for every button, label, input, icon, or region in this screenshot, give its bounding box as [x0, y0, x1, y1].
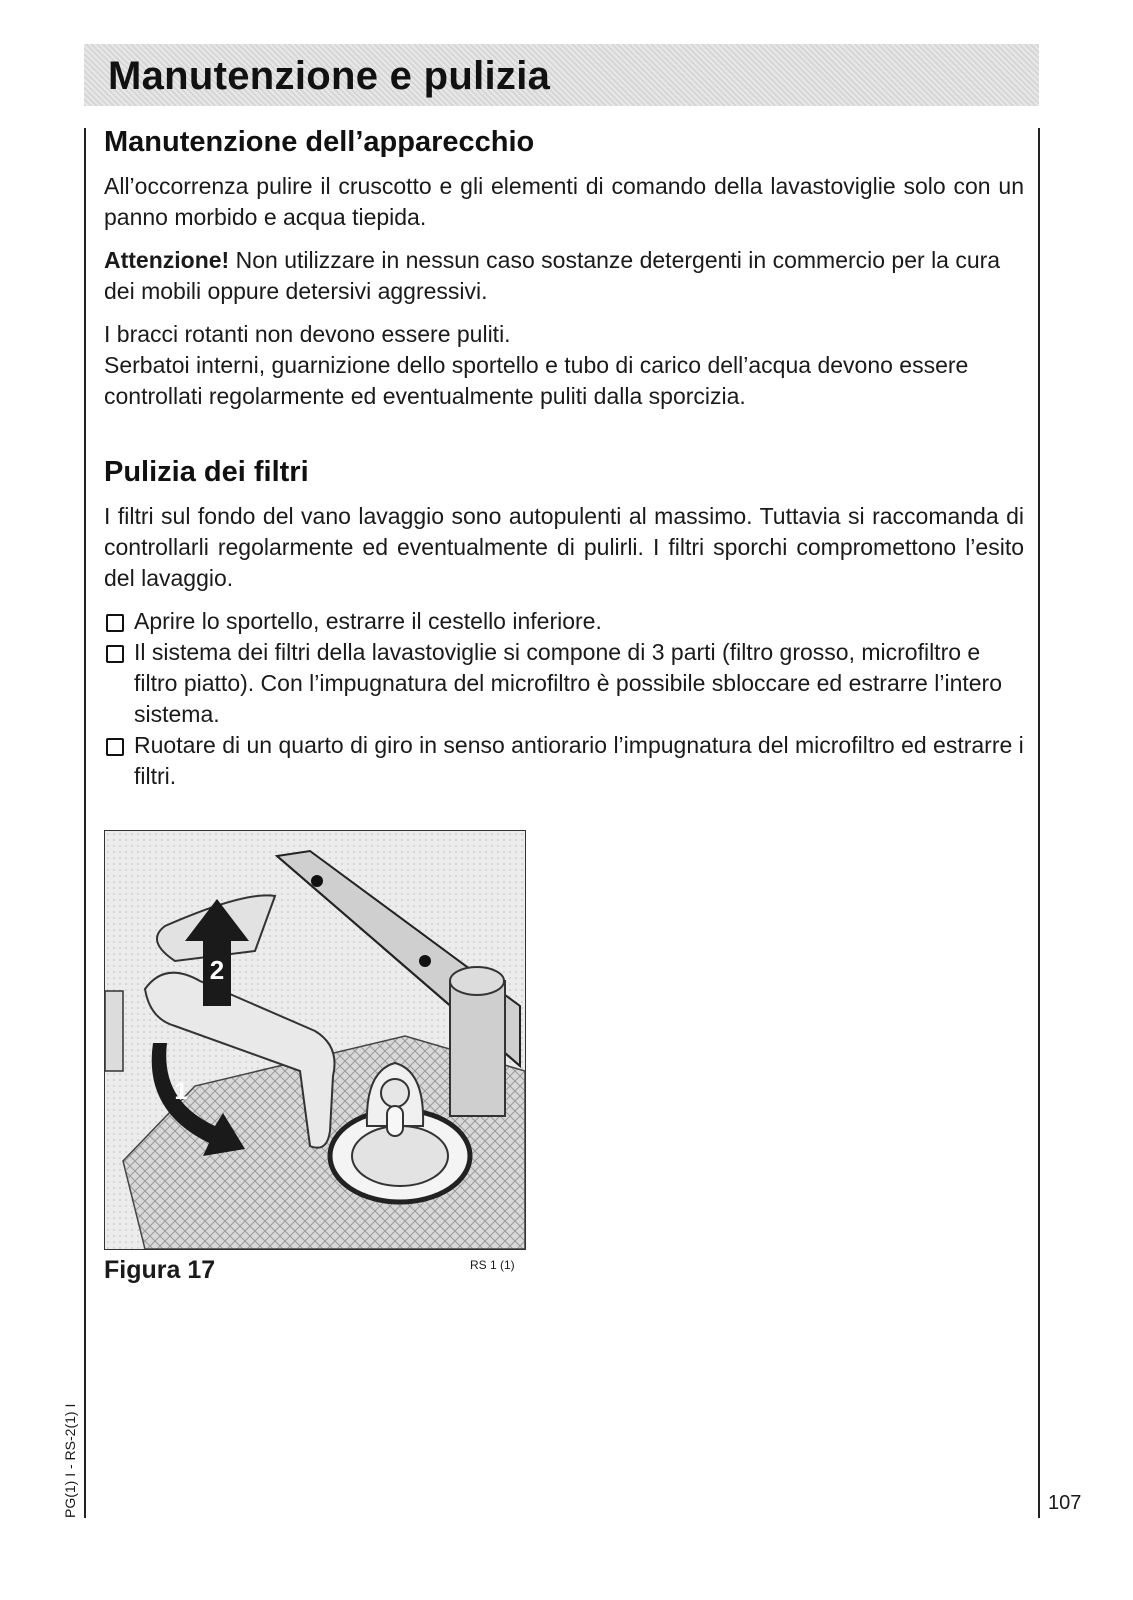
warning-label: Attenzione!: [104, 247, 230, 273]
section-heading-maintenance: Manutenzione dell’apparecchio: [104, 126, 535, 158]
filters-paragraph: I filtri sul fondo del vano lavaggio sono autopulenti al massimo. Tuttavia si raccomanda di controllarli regolarmente ed eventualmente di pulirli. I filtri sporchi compromettono l’esito del lavaggio.: [104, 503, 1024, 591]
list-item-text: Aprire lo sportello, estrarre il cestello inferiore.: [134, 608, 602, 634]
list-item-text: Il sistema dei filtri della lavastoviglie si compone di 3 parti (filtro grosso, microfiltro e filtro piatto). Con l’impugnatura del microfiltro è possibile sbloccare ed estrarre l’intero sistema.: [134, 639, 1002, 727]
arrow-2-label: 2: [209, 955, 225, 985]
instruction-list: [104, 606, 1024, 792]
maintenance-paragraph: All’occorrenza pulire il cruscotto e gli elementi di comando della lavastoviglie solo con un panno morbido e acqua tiepida.: [104, 173, 1024, 230]
list-item-text: Ruotare di un quarto di giro in senso antiorario l’impugnatura del microfiltro ed estrarre i filtri.: [134, 732, 1024, 789]
section-heading-filters: Pulizia dei filtri: [104, 456, 309, 488]
warning-text: Non utilizzare in nessun caso sostanze detergenti in commercio per la cura dei mobili oppure detersivi aggressivi.: [104, 247, 1001, 304]
checkbox-bullet-icon: [106, 645, 124, 663]
checkbox-bullet-icon: [106, 614, 124, 632]
arrow-1-label: 1: [174, 1078, 188, 1105]
filters-section: [104, 456, 1024, 792]
arms-paragraph: [104, 319, 1024, 412]
list-item: [104, 637, 1024, 730]
warning-paragraph: [104, 245, 1024, 307]
right-margin-rule: [1038, 128, 1040, 1518]
list-item: [104, 730, 1024, 792]
page-title: Manutenzione e pulizia: [108, 54, 551, 98]
arms-line: I bracci rotanti non devono essere puliti.: [104, 321, 511, 347]
list-item: [104, 606, 1024, 637]
main-content: [104, 126, 1024, 792]
side-document-code: PG(1) I - RS-2(1) I: [62, 1403, 78, 1518]
checkbox-bullet-icon: [106, 738, 124, 756]
tanks-line: Serbatoi interni, guarnizione dello sportello e tubo di carico dell’acqua devono essere controllati regolarmente ed eventualmente puliti dalla sporcizia.: [104, 352, 969, 409]
left-margin-rule: [84, 128, 86, 1518]
figure-illustration: [104, 830, 526, 1250]
page-number: 107: [1048, 1492, 1082, 1514]
filter-illustration: [105, 831, 525, 1249]
figure-caption: Figura 17: [104, 1256, 216, 1284]
figure-reference-code: RS 1 (1): [470, 1258, 515, 1272]
